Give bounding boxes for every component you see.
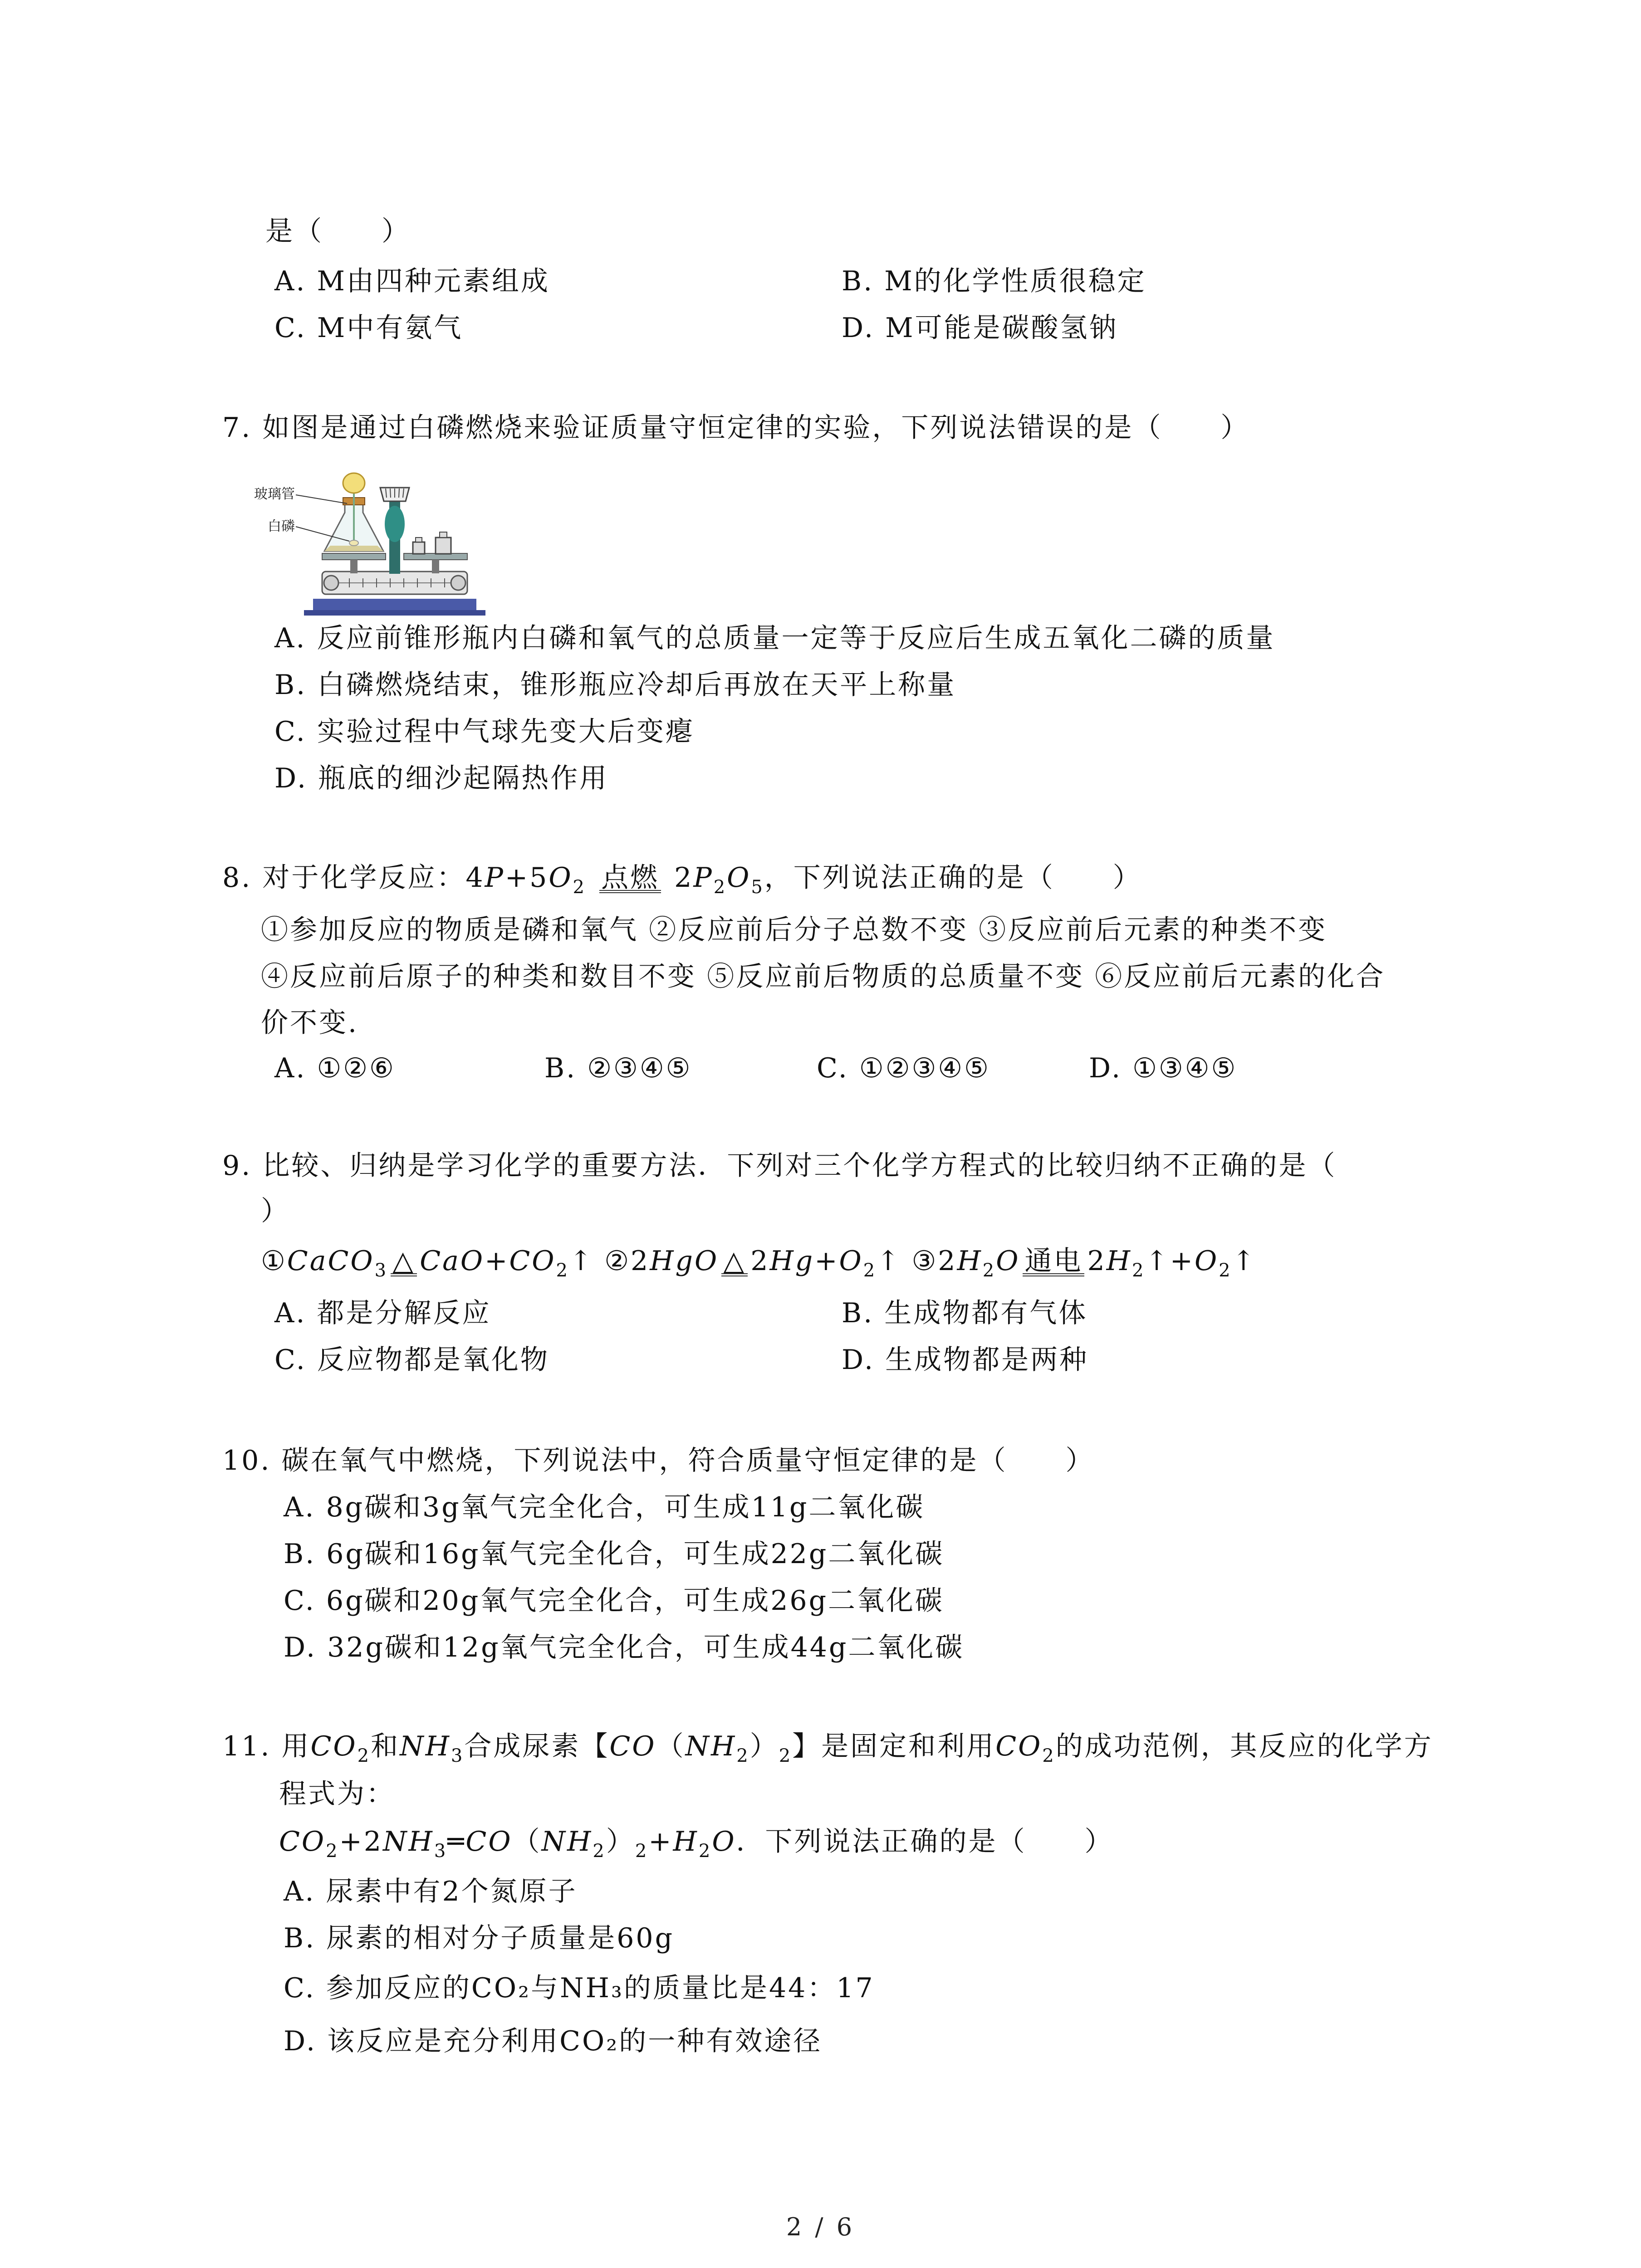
q8-option-c: C. ①②③④⑤: [817, 1052, 990, 1084]
q8-option-d: D. ①③④⑤: [1089, 1052, 1238, 1084]
q11-stem: 11. 用$CO_2$和$NH_3$合成尿素【$CO(NH_2)_2$】是固定和利用$CO_2$的成功范例，其反应的化学方: [222, 1730, 1433, 1766]
q7-option-a: A. 反应前锥形瓶内白磷和氧气的总质量一定等于反应后生成五氧化二磷的质量: [274, 622, 1275, 654]
q7-stem: 7. 如图是通过白磷燃烧来验证质量守恒定律的实验，下列说法错误的是（ ）: [222, 412, 1250, 444]
q10-option-d: D. 32g碳和12g氧气完全化合，可生成44g二氧化碳: [284, 1632, 965, 1663]
weight-large: [436, 538, 451, 554]
q8-statements-2: ④反应前后原子的种类和数目不变 ⑤反应前后物质的总质量不变 ⑥反应前后元素的化合: [261, 961, 1386, 992]
q7-option-b: B. 白磷燃烧结束，锥形瓶应冷却后再放在天平上称量: [274, 669, 956, 701]
q11-option-d: D. 该反应是充分利用CO₂的一种有效途径: [284, 2025, 823, 2057]
q10-option-c: C. 6g碳和20g氧气完全化合，可生成26g二氧化碳: [284, 1585, 945, 1617]
q10-option-a: A. 8g碳和3g氧气完全化合，可生成11g二氧化碳: [284, 1491, 925, 1523]
q8-condition: 点燃: [598, 860, 662, 896]
q11-option-b: B. 尿素的相对分子质量是60g: [284, 1922, 674, 1954]
weight-small: [413, 542, 425, 554]
q11-option-a: A. 尿素中有2个氮原子: [284, 1876, 578, 1907]
q9-option-b: B. 生成物都有气体: [842, 1297, 1088, 1329]
balance-foot: [304, 610, 485, 616]
q6-option-b: B. M的化学性质很稳定: [842, 265, 1146, 297]
q6-option-d: D. M可能是碳酸氢钠: [842, 312, 1118, 344]
q8-statements-3: 价不变.: [261, 1007, 359, 1039]
left-pan: [322, 553, 386, 560]
q6-stem-tail: 是（ ）: [265, 215, 411, 247]
q9-option-a: A. 都是分解反应: [274, 1297, 491, 1329]
q9-option-d: D. 生成物都是两种: [842, 1344, 1089, 1376]
q11-option-c: C. 参加反应的CO₂与NH₃的质量比是44：17: [284, 1972, 875, 2004]
q11-stem-line2: 程式为：: [279, 1778, 395, 1810]
heat-symbol-1: △: [390, 1243, 418, 1279]
q6-option-a: A. M由四种元素组成: [274, 265, 550, 297]
q10-option-b: B. 6g碳和16g氧气完全化合，可生成22g二氧化碳: [284, 1538, 945, 1570]
label-white-phosphorus: 白磷: [268, 519, 295, 534]
heat-symbol-2: △: [720, 1243, 749, 1279]
q7-option-c: C. 实验过程中气球先变大后变瘪: [274, 716, 695, 748]
electrolysis-condition: 通电: [1022, 1243, 1085, 1279]
q7-option-d: D. 瓶底的细沙起隔热作用: [274, 763, 609, 794]
q9-stem-close: ）: [261, 1195, 290, 1227]
q6-option-c: C. M中有氨气: [274, 312, 463, 344]
balance-apparatus-figure: [254, 469, 522, 619]
balloon: [343, 473, 365, 493]
q10-stem: 10. 碳在氧气中燃烧，下列说法中，符合质量守恒定律的是（ ）: [222, 1445, 1095, 1476]
q9-stem: 9. 比较、归纳是学习化学的重要方法．下列对三个化学方程式的比较归纳不正确的是（: [222, 1150, 1337, 1182]
q8-stem: 8. 对于化学反应：$4P+5O_2$ 点燃 $2P_2O_5$，下列说法正确的是（ ）: [222, 860, 1142, 896]
q9-equations: ①CaCO$_3$ △ $CaO+CO_2↑$ ②2HgO △ $2Hg+O_2↑$ $③2H_2O$ 通电 $2H_2↑+O_2↑$: [261, 1243, 1257, 1279]
q9-option-c: C. 反应物都是氧化物: [274, 1344, 549, 1376]
label-glass-tube: 玻璃管: [254, 487, 295, 502]
q11-equation: $CO_2+2NH_3═CO(NH_2)_2+H_2O$．下列说法正确的是（ ）: [279, 1826, 1114, 1862]
balance-base: [313, 599, 476, 611]
q8-option-a: A. ①②⑥: [274, 1052, 396, 1084]
q8-statements-1: ①参加反应的物质是磷和氧气 ②反应前后分子总数不变 ③反应前后元素的种类不变: [261, 914, 1327, 946]
page-number: 2 / 6: [786, 2213, 855, 2241]
q8-option-b: B. ②③④⑤: [544, 1052, 692, 1084]
